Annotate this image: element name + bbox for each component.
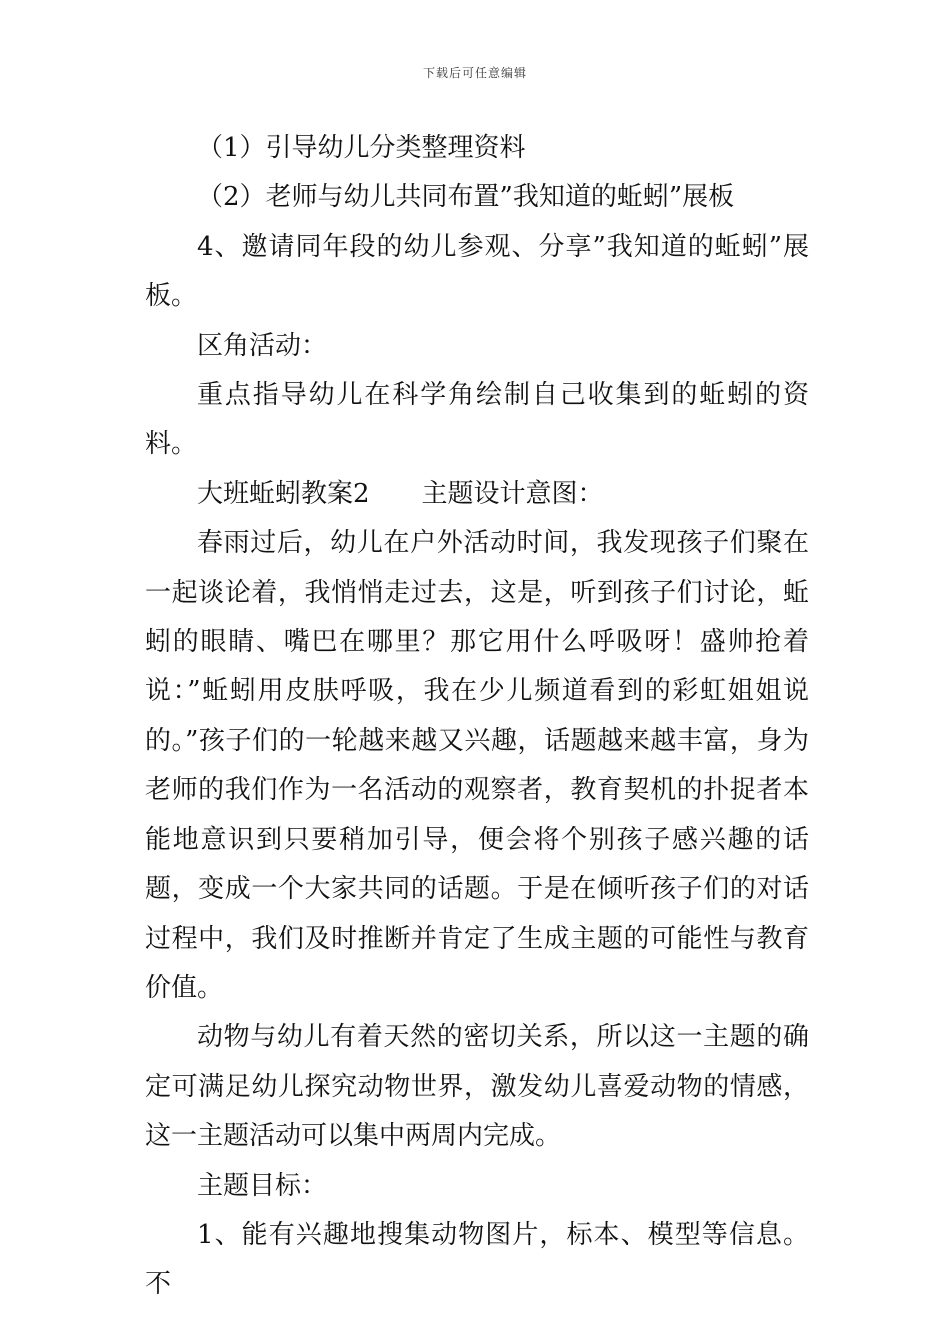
document-body: [145, 124, 809, 1310]
paragraph-step-4: 4、邀请同年段的幼儿参观、分享”我知道的蚯蚓”展板。: [145, 231, 809, 312]
paragraph-goal-1: 1、能有兴趣地搜集动物图片，标本、模型等信息。不: [145, 1219, 809, 1300]
heading-theme-goals: 主题目标：: [197, 1170, 328, 1201]
page-header: 下载后可任意编辑: [422, 66, 527, 80]
paragraph-area-guidance: 重点指导幼儿在科学角绘制自己收集到的蚯蚓的资料。: [145, 380, 809, 460]
paragraph-animal-relation: 动物与幼儿有着天然的密切关系，所以这一主题的确定可满足幼儿探究动物世界，激发幼儿喜爱动物的情感，这一主题活动可以集中两周内完成。: [145, 1022, 809, 1152]
paragraph-step-2: （2）老师与幼儿共同布置”我知道的蚯蚓”展板: [197, 182, 735, 213]
heading-lesson-plan-2: 大班蚯蚓教案2 主题设计意图：: [197, 478, 604, 509]
paragraph-design-intent: 春雨过后，幼儿在户外活动时间，我发现孩子们聚在一起谈论着，我悄悄走过去，这是，听到孩子们讨论，蚯蚓的眼睛、嘴巴在哪里？那它用什么呼吸呀！盛帅抢着说：”蚯蚓用皮肤呼吸，我在少儿频道看到的彩虹姐姐说的。”孩子们的一轮越来越又兴趣，话题越来越丰富，身为老师的我们作为一名活动的观察者，教育契机的扑捉者本能地意识到只要稍加引导，便会将个别孩子感兴趣的话题，变成一个大家共同的话题。于是在倾听孩子们的对话过程中，我们及时推断并肯定了生成主题的可能性与教育价值。: [145, 528, 809, 1003]
paragraph-step-1: （1）引导幼儿分类整理资料: [197, 133, 526, 163]
heading-area-activity: 区角活动：: [197, 330, 328, 361]
